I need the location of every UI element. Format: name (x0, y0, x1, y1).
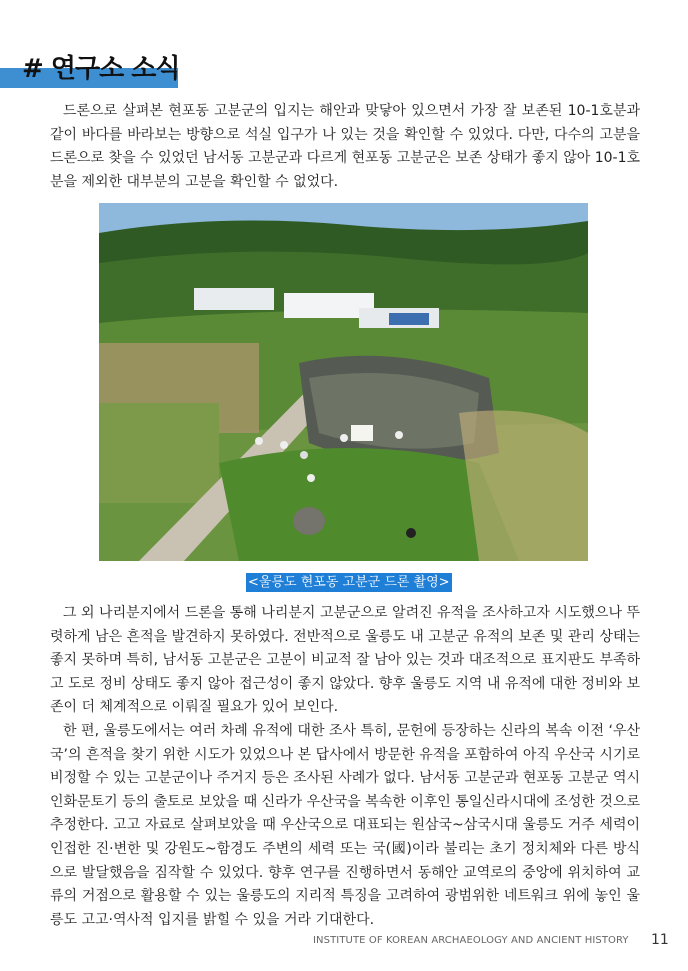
paragraph-2: 그 외 나리분지에서 드론을 통해 나리분지 고분군으로 알려진 유적을 조사하고자 시도했으나 뚜렷하게 남은 흔적을 발견하지 못하였다. 전반적으로 울릉도 내 고분군 유적의 보존 및 관리 상태는 좋지 못하며 특히, 남서동 고분군은 고분이 비교적 잘 남아 있는 것과 대조적으로 표지판도 부족하고 도로 정비 상태도 좋지 않아 접근성이 좋지 않았다. 향후 울릉도 지역 내 유적에 대한 정비와 보존이 더 체계적으로 이뤄질 필요가 있어 보인다. (50, 605, 640, 716)
photo-caption: <울릉도 현포동 고분군 드론 촬영> (248, 575, 450, 590)
footer-institute-name: INSTITUTE OF KOREAN ARCHAEOLOGY AND ANCIENT HISTORY (313, 935, 629, 946)
section-title: # 연구소 소식 (22, 54, 180, 84)
section-header (0, 48, 180, 88)
page-number: 11 (651, 932, 669, 948)
drone-photo (99, 203, 588, 561)
paragraph-3: 한 편, 울릉도에서는 여러 차례 유적에 대한 조사 특히, 문헌에 등장하는 신라의 복속 이전 ‘우산국’의 흔적을 찾기 위한 시도가 있었으나 본 답사에서 방문한 유적을 포함하여 아직 우산국 시기로 비정할 수 있는 고분군이나 주거지 등은 조사된 사례가 없다. 남서동 고분군과 현포동 고분군 역시 인화문토기 등의 출토로 보았을 때 신라가 우산국을 복속한 이후인 통일신라시대에 조성한 것으로 추정한다. 고고 자료로 살펴보았을 때 우산국으로 대표되는 원삼국~삼국시대 울릉도 거주 세력이 인접한 진·변한 및 강원도~함경도 주변의 세력 또는 국(國)이라 불리는 초기 정치체와 다른 방식으로 발달했음을 짐작할 수 있었다. 향후 연구를 진행하면서 동해안 교역로의 중앙에 위치하여 교류의 거점으로 활용할 수 있는 울릉도의 지리적 특징을 고려하여 광범위한 네트워크 위에 놓인 울릉도 고고·역사적 입지를 밝힐 수 있을 거라 기대한다. (50, 723, 640, 928)
paragraph-1: 드론으로 살펴본 현포동 고분군의 입지는 해안과 맞닿아 있으면서 가장 잘 보존된 10-1호분과 같이 바다를 바라보는 방향으로 석실 입구가 나 있는 것을 확인할 수 있었다. 다만, 다수의 고분을 드론으로 찾을 수 있었던 남서동 고분군과 다르게 현포동 고분군은 보존 상태가 좋지 않아 10-1호분을 제외한 대부분의 고분을 확인할 수 없었다. (50, 103, 641, 190)
